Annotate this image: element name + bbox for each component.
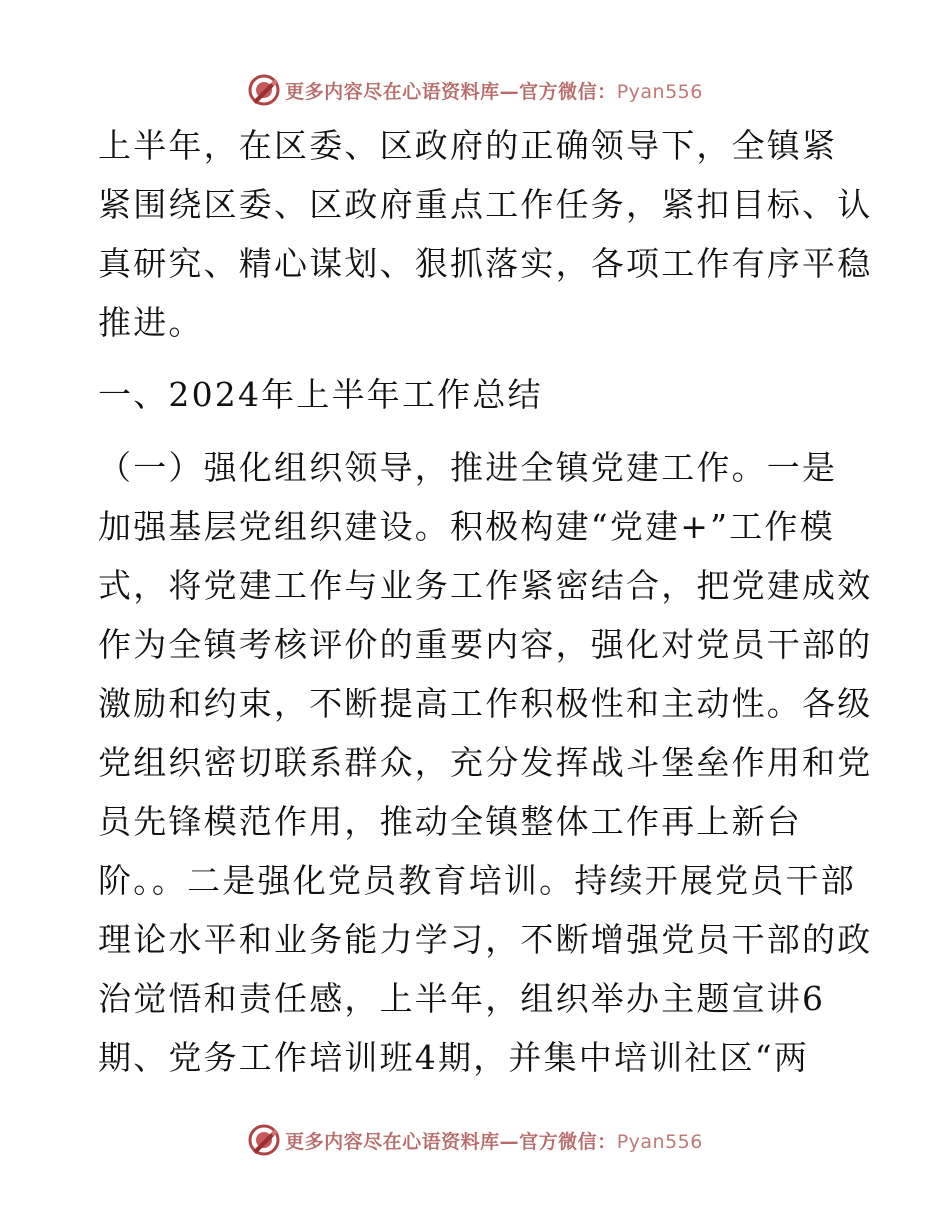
pen-logo-icon (247, 73, 281, 107)
pen-logo-icon (247, 1123, 281, 1157)
paragraph-line: 治觉悟和责任感，上半年，组织举办主题宣讲6 (98, 979, 826, 1018)
paragraph-line: （一）强化组织领导，推进全镇党建工作。一是 (98, 448, 838, 487)
paragraph-line: 作为全镇考核评价的重要内容，强化对党员干部的 (98, 625, 873, 664)
paragraph-line: 期、党务工作培训班4期，并集中培训社区“两 (98, 1038, 810, 1077)
paragraph-line: 加强基层党组织建设。积极构建“党建+”工作模 (98, 507, 835, 546)
watermark-text: 更多内容尽在心语资料库—官方微信：Pyan556 (285, 1130, 703, 1153)
paragraph-line: 上半年，在区委、区政府的正确领导下，全镇紧 (98, 126, 838, 165)
paragraph-line: 阶。。二是强化党员教育培训。持续开展党员干部 (98, 861, 856, 900)
paragraph-line: 理论水平和业务能力学习，不断增强党员干部的政 (98, 920, 873, 959)
watermark-text: 更多内容尽在心语资料库—官方微信：Pyan556 (285, 80, 703, 103)
watermark-footer (0, 1120, 950, 1160)
watermark-header (0, 70, 950, 110)
paragraph-line: 推进。 (98, 303, 204, 342)
paragraph-line: 党组织密切联系群众，充分发挥战斗堡垒作用和党 (98, 743, 873, 782)
section-heading: 一、2024年上半年工作总结 (98, 375, 543, 414)
paragraph-line: 式，将党建工作与业务工作紧密结合，把党建成效 (98, 566, 873, 605)
paragraph-line: 真研究、精心谋划、狠抓落实，各项工作有序平稳 (98, 244, 873, 283)
paragraph-line: 激励和约束，不断提高工作积极性和主动性。各级 (98, 684, 873, 723)
paragraph-line: 员先锋模范作用，推动全镇整体工作再上新台 (98, 802, 802, 841)
paragraph-line: 紧围绕区委、区政府重点工作任务，紧扣目标、认 (98, 185, 873, 224)
